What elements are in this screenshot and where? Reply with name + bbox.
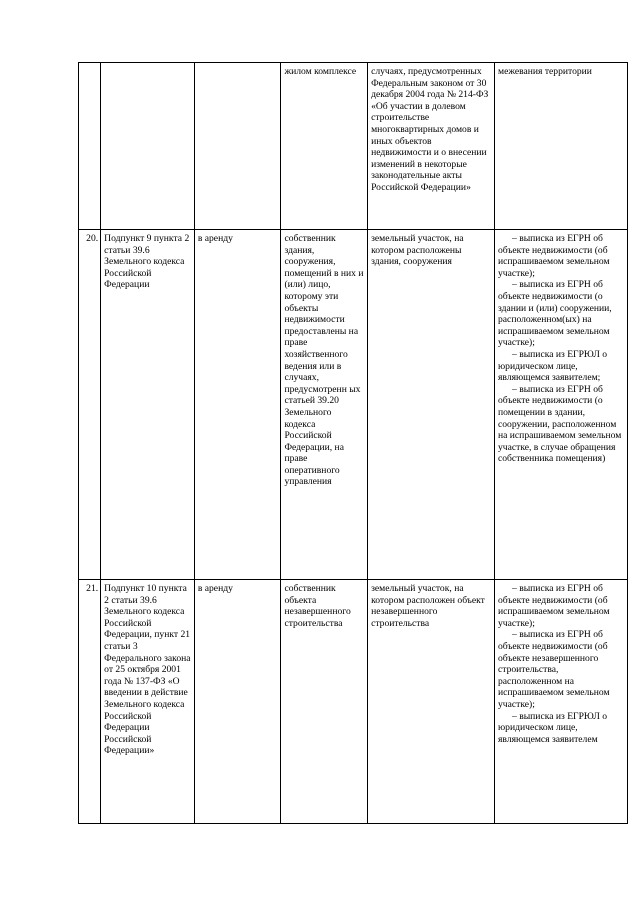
legal-basis-cell: Подпункт 10 пункта 2 статьи 39.6 Земельного кодекса Российской Федерации, пункт 21 статьи 3 Федерального закона от 25 октября 2001 года № 137-ФЗ «О введении в действие Земельного кодекса Российской Федерации Российской Федерации» bbox=[101, 580, 195, 824]
table-row bbox=[79, 230, 628, 580]
land-plot-cell: земельный участок, на котором расположены здания, сооружения bbox=[368, 230, 495, 580]
row-number bbox=[79, 63, 101, 230]
applicant-cell: собственник объекта незавершенного строительства bbox=[281, 580, 368, 824]
land-plot-cell: случаях, предусмотренных Федеральным законом от 30 декабря 2004 года № 214-ФЗ «Об участии в долевом строительстве многоквартирных домов и иных объектов недвижимости и о внесении изменений в некоторые законодательные акты Российской Федерации» bbox=[368, 63, 495, 230]
applicant-cell: собственник здания, сооружения, помещений в них и (или) лицо, которому эти объекты недвижимости предоставлены на праве хозяйственного ведения или в случаях, предусмотренн ых статьей 39.20 Земельного кодекса Российской Федерации, на праве оперативного управления bbox=[281, 230, 368, 580]
table-row bbox=[79, 63, 628, 230]
services-table bbox=[78, 62, 628, 824]
document-item: – выписка из ЕГРН об объекте недвижимости (об объекте незавершенного строительства, расположенном на испрашиваемом земельном участке); bbox=[498, 629, 610, 710]
legal-basis-cell bbox=[101, 63, 195, 230]
right-type-cell: в аренду bbox=[194, 230, 281, 580]
document-item: межевания территории bbox=[498, 66, 592, 77]
document-item: – выписка из ЕГРЮЛ о юридическом лице, являющемся заявителем bbox=[498, 710, 608, 745]
documents-cell bbox=[495, 63, 628, 230]
documents-cell bbox=[495, 580, 628, 824]
documents-cell bbox=[495, 230, 628, 580]
document-item: – выписка из ЕГРН об объекте недвижимости (о здании и (или) сооружении, расположенном(ых) на испрашиваемом земельном участке); bbox=[498, 279, 612, 349]
document-item: – выписка из ЕГРЮЛ о юридическом лице, являющемся заявителем; bbox=[498, 348, 608, 384]
right-type-cell: в аренду bbox=[194, 580, 281, 824]
table-row bbox=[79, 580, 628, 824]
row-number: 20. bbox=[79, 230, 101, 580]
document-item: – выписка из ЕГРН об объекте недвижимости (о помещении в здании, сооружении, расположенном на испрашиваемом земельном участке, в случае обращения собственника помещения) bbox=[498, 383, 622, 465]
row-number: 21. bbox=[79, 580, 101, 824]
right-type-cell bbox=[194, 63, 281, 230]
document-item: – выписка из ЕГРН об объекте недвижимости (об испрашиваемом земельном участке); bbox=[498, 583, 610, 629]
land-plot-cell: земельный участок, на котором расположен объект незавершенного строительства bbox=[368, 580, 495, 824]
applicant-cell: жилом комплексе bbox=[281, 63, 368, 230]
legal-basis-cell: Подпункт 9 пункта 2 статьи 39.6 Земельного кодекса Российской Федерации bbox=[101, 230, 195, 580]
document-item: – выписка из ЕГРН об объекте недвижимости (об испрашиваемом земельном участке); bbox=[498, 233, 610, 279]
